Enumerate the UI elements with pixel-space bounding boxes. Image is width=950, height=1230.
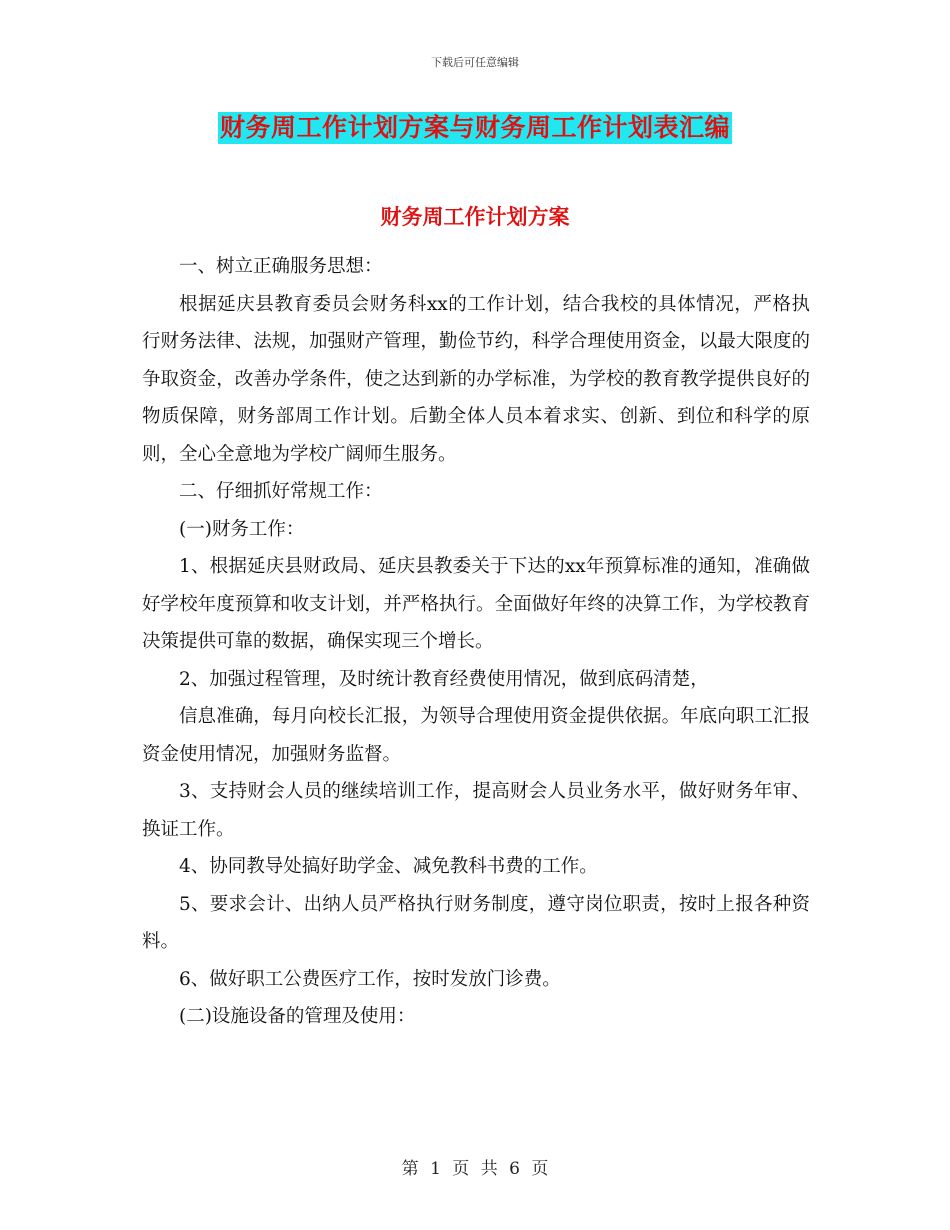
paragraph: 二、仔细抓好常规工作： bbox=[179, 481, 383, 502]
paragraph: 信息准确，每月向校长汇报，为领导合理使用资金提供依据。年底向职工汇报资金使用情况，加强财务监督。 bbox=[142, 706, 810, 765]
document-title-text: 财务周工作计划方案与财务周工作计划表汇编 bbox=[219, 113, 730, 142]
paragraph: 4、协同教导处搞好助学金、减免教科书费的工作。 bbox=[179, 856, 598, 877]
paragraph: 5、要求会计、出纳人员严格执行财务制度，遵守岗位职责，按时上报各种资料。 bbox=[142, 893, 810, 952]
paragraph: 3、支持财会人员的继续培训工作，提高财会人员业务水平，做好财务年审、换证工作。 bbox=[142, 781, 810, 840]
document-body bbox=[142, 248, 810, 1036]
paragraph: 2、加强过程管理，及时统计教育经费使用情况，做到底码清楚， bbox=[179, 668, 709, 690]
paragraph: 根据延庆县教育委员会财务科xx的工作计划，结合我校的具体情况，严格执行财务法律、法规，加强财产管理，勤俭节约，科学合理使用资金，以最大限度的争取资金，改善办学条件，使之达到新的办学标准，为学校的教育教学提供良好的物质保障，财务部周工作计划。后勤全体人员本着求实、创新、到位和科学的原则，全心全意地为学校广阔师生服务。 bbox=[142, 293, 810, 465]
document-title bbox=[0, 112, 950, 144]
paragraph: 6、做好职工公费医疗工作，按时发放门诊费。 bbox=[179, 968, 561, 990]
section-title: 财务周工作计划方案 bbox=[380, 204, 570, 229]
paragraph: 1、根据延庆县财政局、延庆县教委关于下达的xx年预算标准的通知，准确做好学校年度预算和收支计划，并严格执行。全面做好年终的决算工作，为学校教育决策提供可靠的数据，确保实现三个增长。 bbox=[142, 556, 810, 652]
page-footer: 第 1 页 共 6 页 bbox=[401, 1159, 549, 1179]
paragraph: (二)设施设备的管理及使用： bbox=[179, 1006, 416, 1027]
header-note: 下载后可任意编辑 bbox=[431, 56, 519, 69]
paragraph: (一)财务工作： bbox=[179, 518, 305, 540]
paragraph: 一、树立正确服务思想： bbox=[179, 256, 383, 277]
